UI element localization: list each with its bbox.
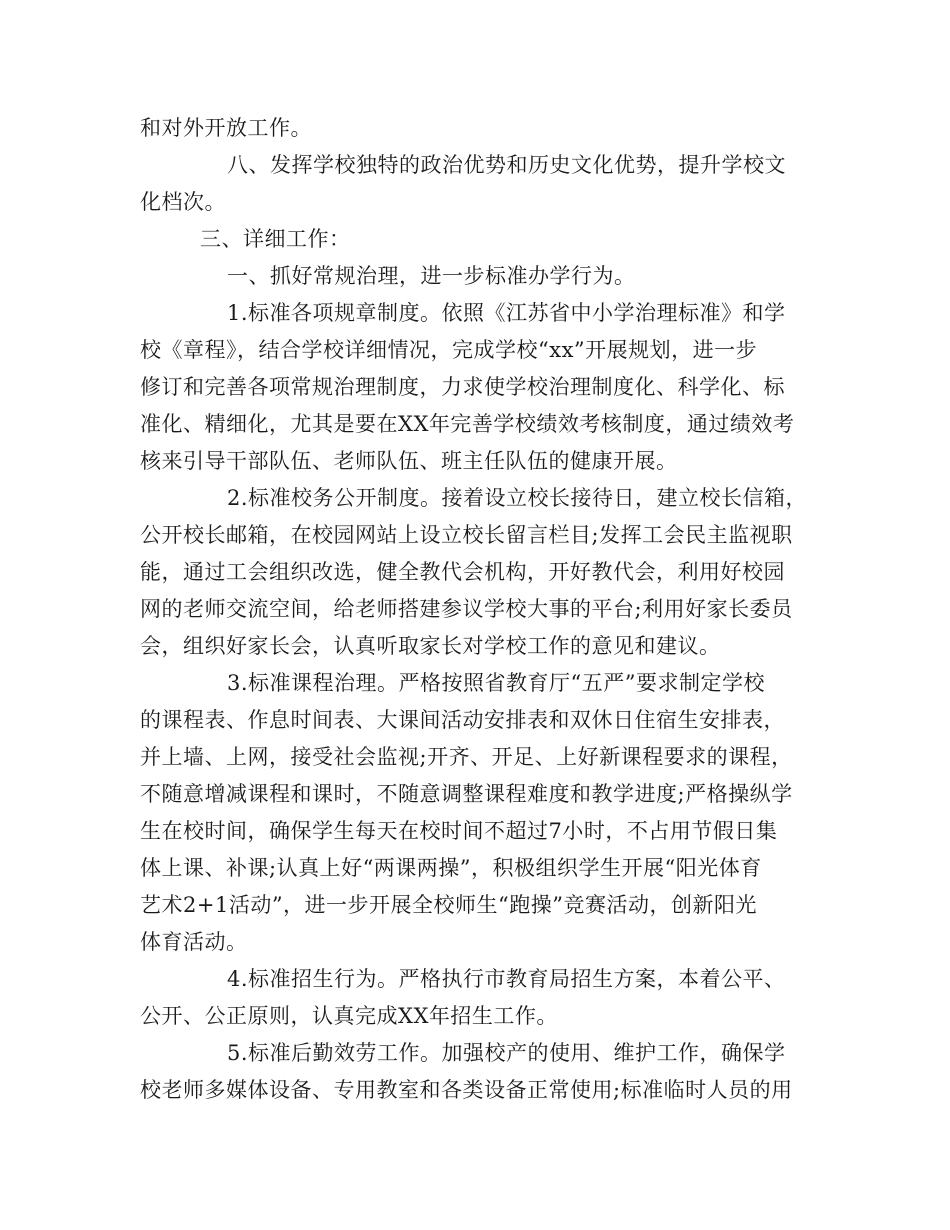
- text-line: 能，通过工会组织改选，健全教代会机构，开好教代会，利用好校园: [140, 560, 785, 584]
- text-line: 会，组织好家长会，认真听取家长对学校工作的意见和建议。: [140, 634, 721, 658]
- text-line: 核来引导干部队伍、老师队伍、班主任队伍的健康开展。: [140, 449, 678, 473]
- text-line: 5.标准后勤效劳工作。加强校产的使用、维护工作，确保学: [227, 1041, 786, 1065]
- text-line: 八、发挥学校独特的政治优势和历史文化优势，提升学校文: [227, 153, 786, 177]
- text-line: 公开、公正原则，认真完成XX年招生工作。: [140, 1004, 558, 1028]
- text-line: 的课程表、作息时间表、大课间活动安排表和双休日住宿生安排表，: [140, 708, 785, 732]
- text-line: 校老师多媒体设备、专用教室和各类设备正常使用;标准临时人员的用: [140, 1078, 793, 1102]
- text-line: 和对外开放工作。: [140, 116, 312, 140]
- text-line: 1.标准各项规章制度。依照《江苏省中小学治理标准》和学: [227, 301, 786, 325]
- text-line: 校《章程》，结合学校详细情况，完成学校“xx”开展规划，进一步: [140, 338, 758, 362]
- subsection-heading: 一、抓好常规治理，进一步标准办学行为。: [227, 264, 636, 288]
- text-line: 并上墙、上网，接受社会监视;开齐、开足、上好新课程要求的课程，: [140, 745, 793, 769]
- text-line: 准化、精细化，尤其是要在XX年完善学校绩效考核制度，通过绩效考: [140, 412, 795, 436]
- text-line: 修订和完善各项常规治理制度，力求使学校治理制度化、科学化、标: [140, 375, 785, 399]
- text-line: 2.标准校务公开制度。接着设立校长接待日，建立校长信箱，: [227, 486, 808, 510]
- text-line: 化档次。: [140, 190, 226, 214]
- text-line: 4.标准招生行为。严格执行市教育局招生方案，本着公平、: [227, 967, 786, 991]
- text-line: 体上课、补课;认真上好“两课两操”，积极组织学生开展“阳光体育: [140, 856, 762, 880]
- section-heading: 三、详细工作：: [200, 227, 351, 251]
- text-line: 网的老师交流空间，给老师搭建参议学校大事的平台;利用好家长委员: [140, 597, 793, 621]
- text-line: 公开校长邮箱，在校园网站上设立校长留言栏目;发挥工会民主监视职: [140, 523, 793, 547]
- text-line: 不随意增减课程和课时，不随意调整课程难度和教学进度;严格操纵学: [140, 782, 793, 806]
- text-line: 生在校时间，确保学生每天在校时间不超过7小时，不占用节假日集: [140, 819, 778, 843]
- text-line: 艺术2+1活动”，进一步开展全校师生“跑操”竞赛活动，创新阳光: [140, 893, 758, 917]
- text-line: 体育活动。: [140, 930, 248, 954]
- text-line: 3.标准课程治理。严格按照省教育厅“五严”要求制定学校: [227, 671, 766, 695]
